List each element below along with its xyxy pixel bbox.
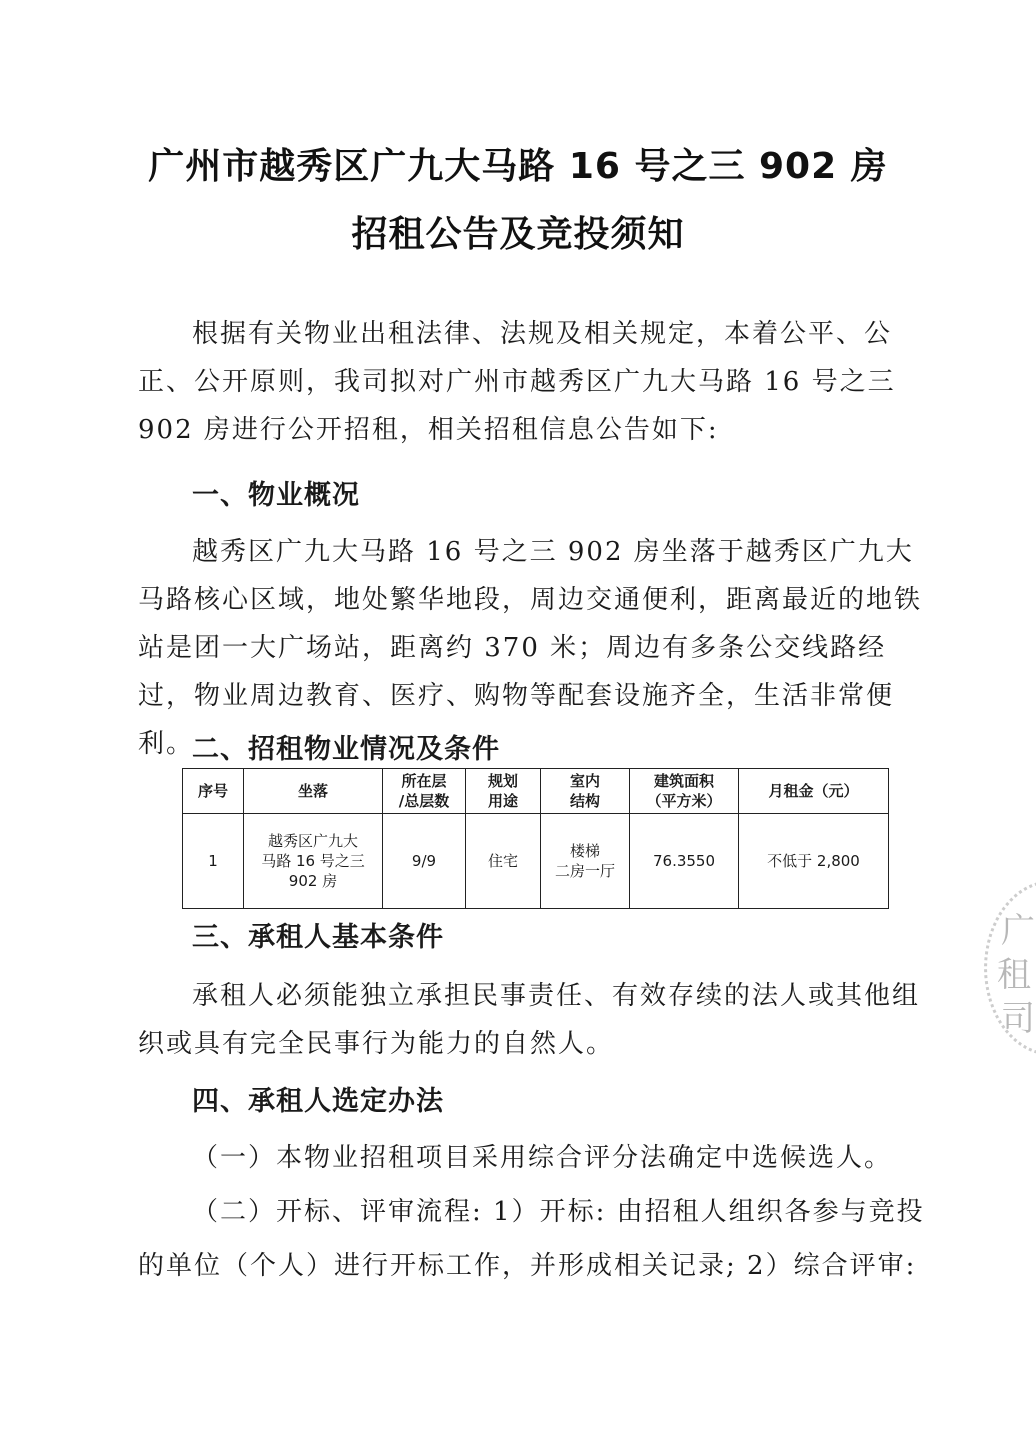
- section1-body: 越秀区广九大马路 16 号之三 902 房坐落于越秀区广九大马路核心区域，地处繁华地段，周边交通便利，距离最近的地铁站是团一大广场站，距离约 370 米；周边有多条公交线路经过，物业周边教育、医疗、购物等配套设施齐全，生活非常便利。: [138, 537, 923, 759]
- document-title-line2: 招租公告及竞投须知: [351, 214, 685, 255]
- section4-item1: （一）本物业招租项目采用综合评分法确定中选候选人。: [192, 1143, 893, 1173]
- cell-structure: 楼梯 二房一厅: [541, 814, 630, 909]
- cell-rent: 不低于 2,800: [739, 814, 889, 909]
- section4-heading: 四、承租人选定办法: [192, 1086, 444, 1117]
- seal-char: 广: [1001, 911, 1035, 951]
- property-table: [182, 768, 889, 909]
- table-row: [183, 814, 889, 909]
- section3-heading: 三、承租人基本条件: [192, 922, 444, 953]
- col-header-structure: 室内 结构: [541, 769, 630, 814]
- document-title-line1: 广州市越秀区广九大马路 16 号之三 902 房: [148, 146, 888, 187]
- cell-area: 76.3550: [630, 814, 739, 909]
- cell-index: 1: [183, 814, 244, 909]
- section2-heading: 二、招租物业情况及条件: [192, 734, 500, 765]
- col-header-location: 坐落: [244, 769, 383, 814]
- seal-char: 司: [1001, 999, 1035, 1039]
- intro-paragraph: 根据有关物业出租法律、法规及相关规定，本着公平、公正、公开原则，我司拟对广州市越秀区广九大马路 16 号之三 902 房进行公开招租，相关招租信息公告如下:: [138, 319, 896, 445]
- col-header-usage: 规划 用途: [466, 769, 541, 814]
- seal-char: 租: [997, 955, 1031, 995]
- cell-location: 越秀区广九大 马路 16 号之三 902 房: [244, 814, 383, 909]
- col-header-area: 建筑面积 （平方米）: [630, 769, 739, 814]
- section4-item2-line2: 的单位（个人）进行开标工作，并形成相关记录; 2）综合评审:: [138, 1251, 917, 1281]
- col-header-index: 序号: [183, 769, 244, 814]
- section1-heading: 一、物业概况: [192, 480, 360, 511]
- section4-item2-line1: （二）开标、评审流程: 1）开标: 由招租人组织各参与竞投: [192, 1197, 925, 1227]
- cell-usage: 住宅: [466, 814, 541, 909]
- col-header-rent: 月租金（元）: [739, 769, 889, 814]
- section3-body: 承租人必须能独立承担民事责任、有效存续的法人或其他组织或具有完全民事行为能力的自然人。: [138, 981, 921, 1059]
- table-header-row: [183, 769, 889, 814]
- company-seal-stamp: [984, 880, 1036, 1056]
- cell-floor: 9/9: [383, 814, 466, 909]
- col-header-floor: 所在层 /总层数: [383, 769, 466, 814]
